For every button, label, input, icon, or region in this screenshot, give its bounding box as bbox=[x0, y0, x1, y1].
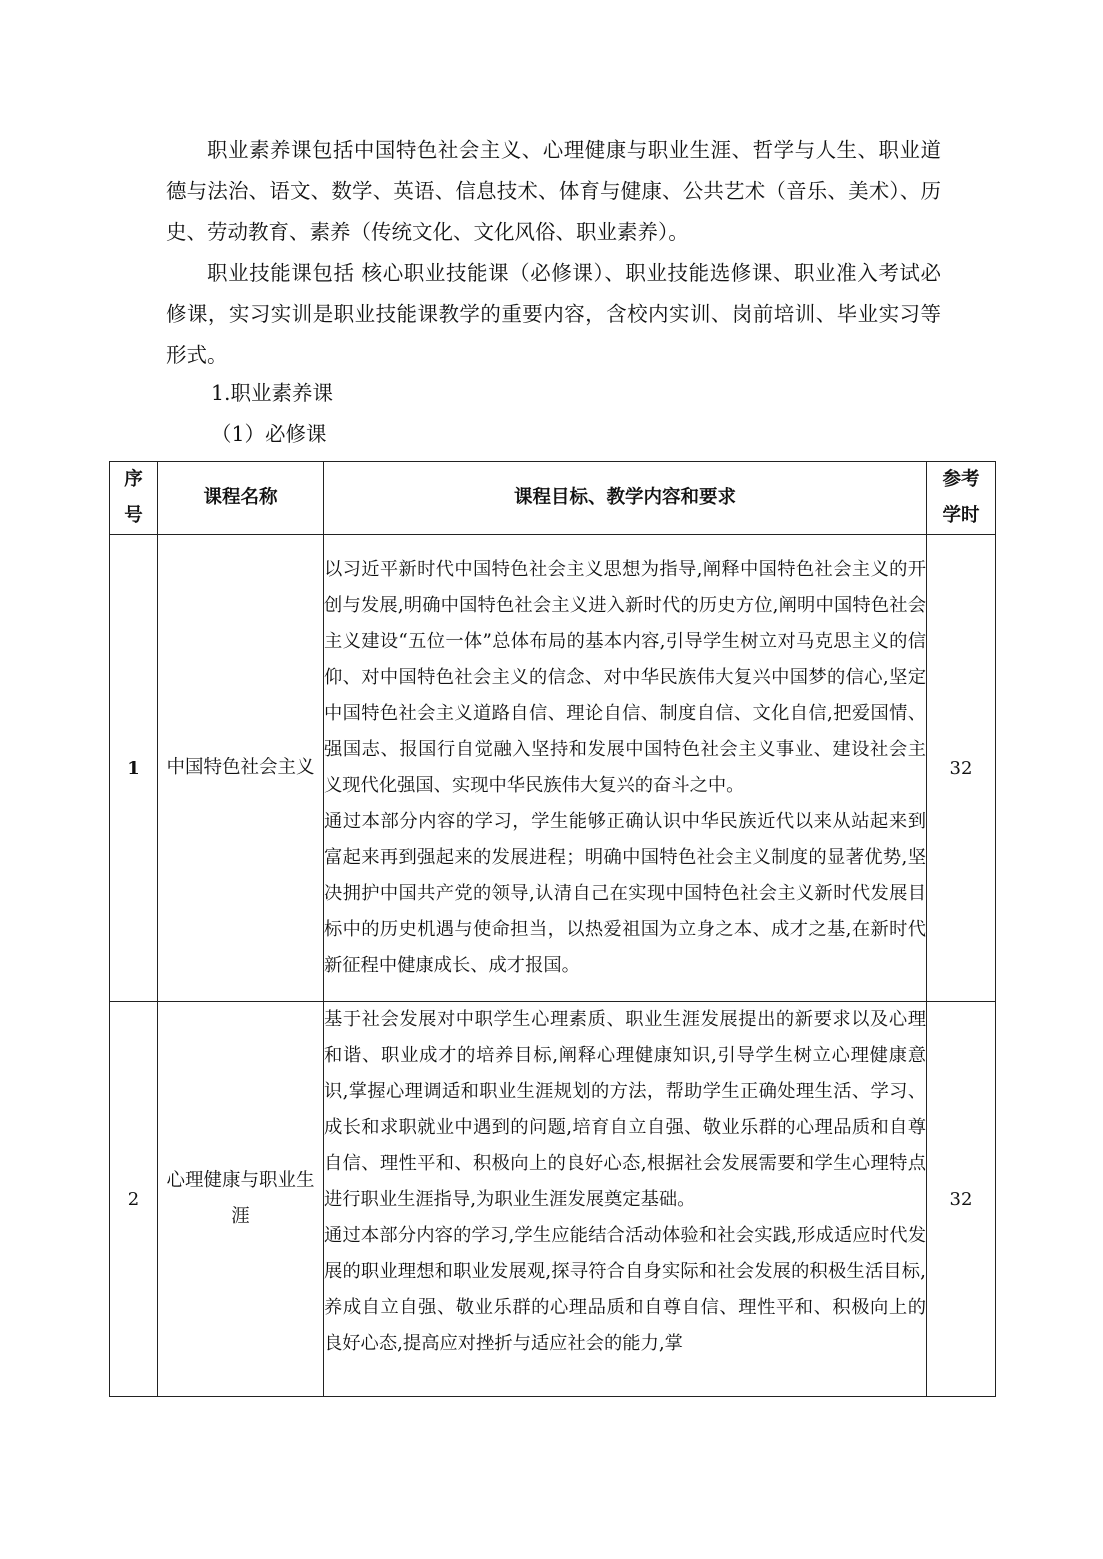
row-content bbox=[324, 535, 927, 1002]
course-table bbox=[109, 461, 996, 1397]
table-row bbox=[110, 1002, 996, 1397]
row-num: 2 bbox=[110, 1002, 158, 1397]
header-num: 序号 bbox=[110, 462, 158, 535]
intro-text bbox=[166, 130, 941, 376]
row-num: 1 bbox=[110, 535, 158, 1002]
row-content-paragraph: 通过本部分内容的学习，学生能够正确认识中华民族近代以来从站起来到富起来再到强起来的发展进程；明确中国特色社会主义制度的显著优势,坚决拥护中国共产党的领导,认清自己在实现中国特色社会主义新时代发展目标中的历史机遇与使命担当，以热爱祖国为立身之本、成才之基,在新时代新征程中健康成长、成才报国。 bbox=[324, 811, 926, 976]
row-content-paragraph: 以习近平新时代中国特色社会主义思想为指导,阐释中国特色社会主义的开创与发展,明确中国特色社会主义进入新时代的历史方位,阐明中国特色社会主义建设“五位一体”总体布局的基本内容,引导学生树立对马克思主义的信仰、对中国特色社会主义的信念、对中华民族伟大复兴中国梦的信心,坚定中国特色社会主义道路自信、理论自信、制度自信、文化自信,把爱国情、强国志、报国行自觉融入坚持和发展中国特色社会主义事业、建设社会主义现代化强国、实现中华民族伟大复兴的奋斗之中。 bbox=[324, 559, 926, 796]
section-heading: 1.职业素养课 bbox=[211, 381, 334, 405]
header-name: 课程名称 bbox=[158, 462, 324, 535]
row-course-name: 心理健康与职业生涯 bbox=[158, 1002, 324, 1397]
intro-paragraph-2: 职业技能课包括 核心职业技能课（必修课）、职业技能选修课、职业准入考试必修课，实习实训是职业技能课教学的重要内容，含校内实训、岗前培训、毕业实习等形式。 bbox=[166, 261, 941, 367]
row-hours: 32 bbox=[927, 535, 996, 1002]
header-content: 课程目标、教学内容和要求 bbox=[324, 462, 927, 535]
row-content bbox=[324, 1002, 927, 1397]
intro-paragraph-1: 职业素养课包括中国特色社会主义、心理健康与职业生涯、哲学与人生、职业道德与法治、语文、数学、英语、信息技术、体育与健康、公共艺术（音乐、美术）、历史、劳动教育、素养（传统文化、文化风俗、职业素养）。 bbox=[166, 138, 941, 244]
table-header-row bbox=[110, 462, 996, 535]
row-course-name: 中国特色社会主义 bbox=[158, 535, 324, 1002]
row-content-clip bbox=[324, 1002, 926, 1396]
row-content-paragraph: 基于社会发展对中职学生心理素质、职业生涯发展提出的新要求以及心理和谐、职业成才的培养目标,阐释心理健康知识,引导学生树立心理健康意识,掌握心理调适和职业生涯规划的方法，帮助学生正确处理生活、学习、成长和求职就业中遇到的问题,培育自立自强、敬业乐群的心理品质和自尊自信、理性平和、积极向上的良好心态,根据社会发展需要和学生心理特点进行职业生涯指导,为职业生涯发展奠定基础。 bbox=[324, 1009, 926, 1210]
row-hours: 32 bbox=[927, 1002, 996, 1397]
table-row bbox=[110, 535, 996, 1002]
header-hours: 参考学时 bbox=[927, 462, 996, 535]
row-content-paragraph: 通过本部分内容的学习,学生应能结合活动体验和社会实践,形成适应时代发展的职业理想和职业发展观,探寻符合自身实际和社会发展的积极生活目标,养成自立自强、敬业乐群的心理品质和自尊自信、理性平和、积极向上的良好心态,提高应对挫折与适应社会的能力,掌 bbox=[324, 1225, 926, 1354]
subsection-heading: （1）必修课 bbox=[211, 422, 327, 446]
